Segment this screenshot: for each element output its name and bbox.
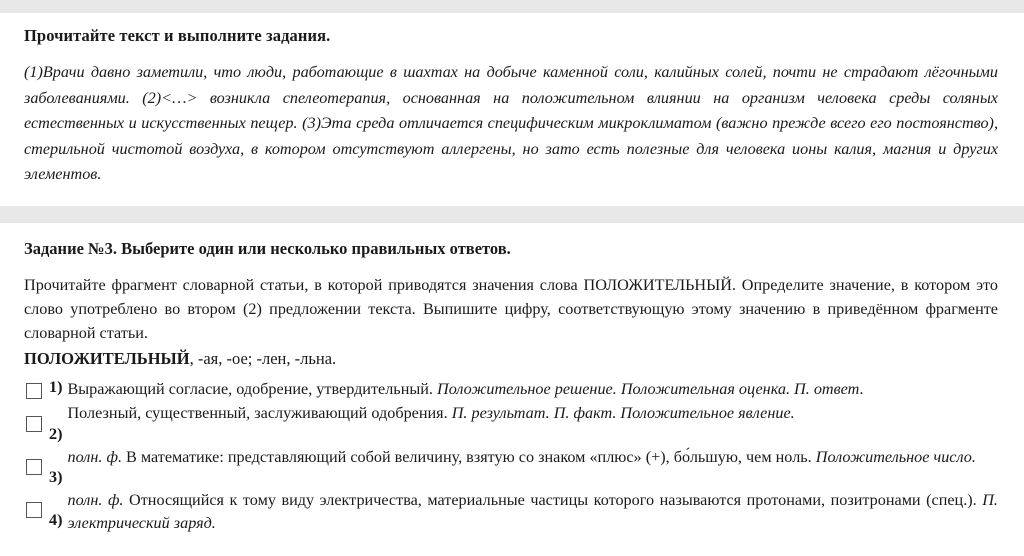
dictionary-lemma xyxy=(24,347,1000,371)
option-item[interactable] xyxy=(24,446,1000,488)
checkbox-option-4[interactable] xyxy=(26,502,42,518)
option-text: полн. ф. Относящийся к тому виду электричества, материальные частицы которого называются протонами, позитронами (спец.). П. электрический заряд. xyxy=(67,490,998,532)
checkbox-option-3[interactable] xyxy=(26,459,42,475)
option-item[interactable] xyxy=(24,378,1000,401)
lemma-word: ПОЛОЖИТЕЛЬНЫЙ xyxy=(24,348,190,368)
task-heading: Задание №3. Выберите один или несколько правильных ответов. xyxy=(24,238,511,258)
option-examples: Положительное решение. Положительная оценка. П. ответ xyxy=(437,379,860,398)
reading-section xyxy=(0,26,1024,188)
option-examples: Положительное число. xyxy=(815,447,976,466)
bottom-spacer xyxy=(0,536,1024,546)
answer-options-list xyxy=(24,378,1000,535)
option-examples: П. электрический заряд. xyxy=(67,490,998,532)
option-label-abbrev: полн. ф. xyxy=(67,490,124,509)
option-number: 1) xyxy=(49,377,63,396)
option-number: 4) xyxy=(49,510,63,529)
checkbox-option-1[interactable] xyxy=(26,383,42,399)
passage-text: (1)Врачи давно заметили, что люди, работающие в шахтах на добыче каменной соли, калийных солей, почти не страдают лёгочными заболеваниями. (2)<…> возникла спелеотерапия, основанная на положительном влиянии на организм человека среды соляных естественных и искусственных пещер. (3)Эта среда отличается специфическим микроклиматом (важно прежде всего его постоянство), стерильной чистотой воздуха, в котором отсутствуют аллергены, но зато есть полезные для человека ионы калия, магния и других элементов. xyxy=(24,63,998,183)
task-instructions: Прочитайте фрагмент словарной статьи, в которой приводятся значения слова ПОЛОЖИТЕЛЬНЫЙ. Определите значение, в котором это слово употреблено во втором (2) предложении текста. Выпишите цифру, соответствующую этому значению в приведённом фрагменте словарной статьи. xyxy=(24,275,998,342)
lemma-forms: , -ая, -ое; -лен, -льна. xyxy=(189,348,337,368)
top-divider-band xyxy=(0,0,1024,13)
option-number: 3) xyxy=(49,467,63,486)
option-label-abbrev: полн. ф. xyxy=(67,447,122,466)
option-text: полн. ф. В математике: представляющий собой величину, взятую со знаком «плюс» (+), бо́льшую, чем ноль. Положительное число. xyxy=(67,447,976,466)
checkbox-option-2[interactable] xyxy=(26,416,42,432)
task-section xyxy=(0,239,1024,535)
option-number: 2) xyxy=(49,424,63,443)
option-item[interactable] xyxy=(24,402,1000,445)
option-text: Полезный, существенный, заслуживающий одобрения. П. результат. П. факт. Положительное явление. xyxy=(67,403,795,422)
option-examples: П. результат. П. факт. Положительное явление. xyxy=(451,403,795,422)
option-text: Выражающий согласие, одобрение, утвердительный. Положительное решение. Положительная оценка. П. ответ. xyxy=(67,379,864,398)
section-divider-band xyxy=(0,206,1024,223)
option-item[interactable] xyxy=(24,489,1000,535)
reading-heading: Прочитайте текст и выполните задания. xyxy=(24,26,331,45)
